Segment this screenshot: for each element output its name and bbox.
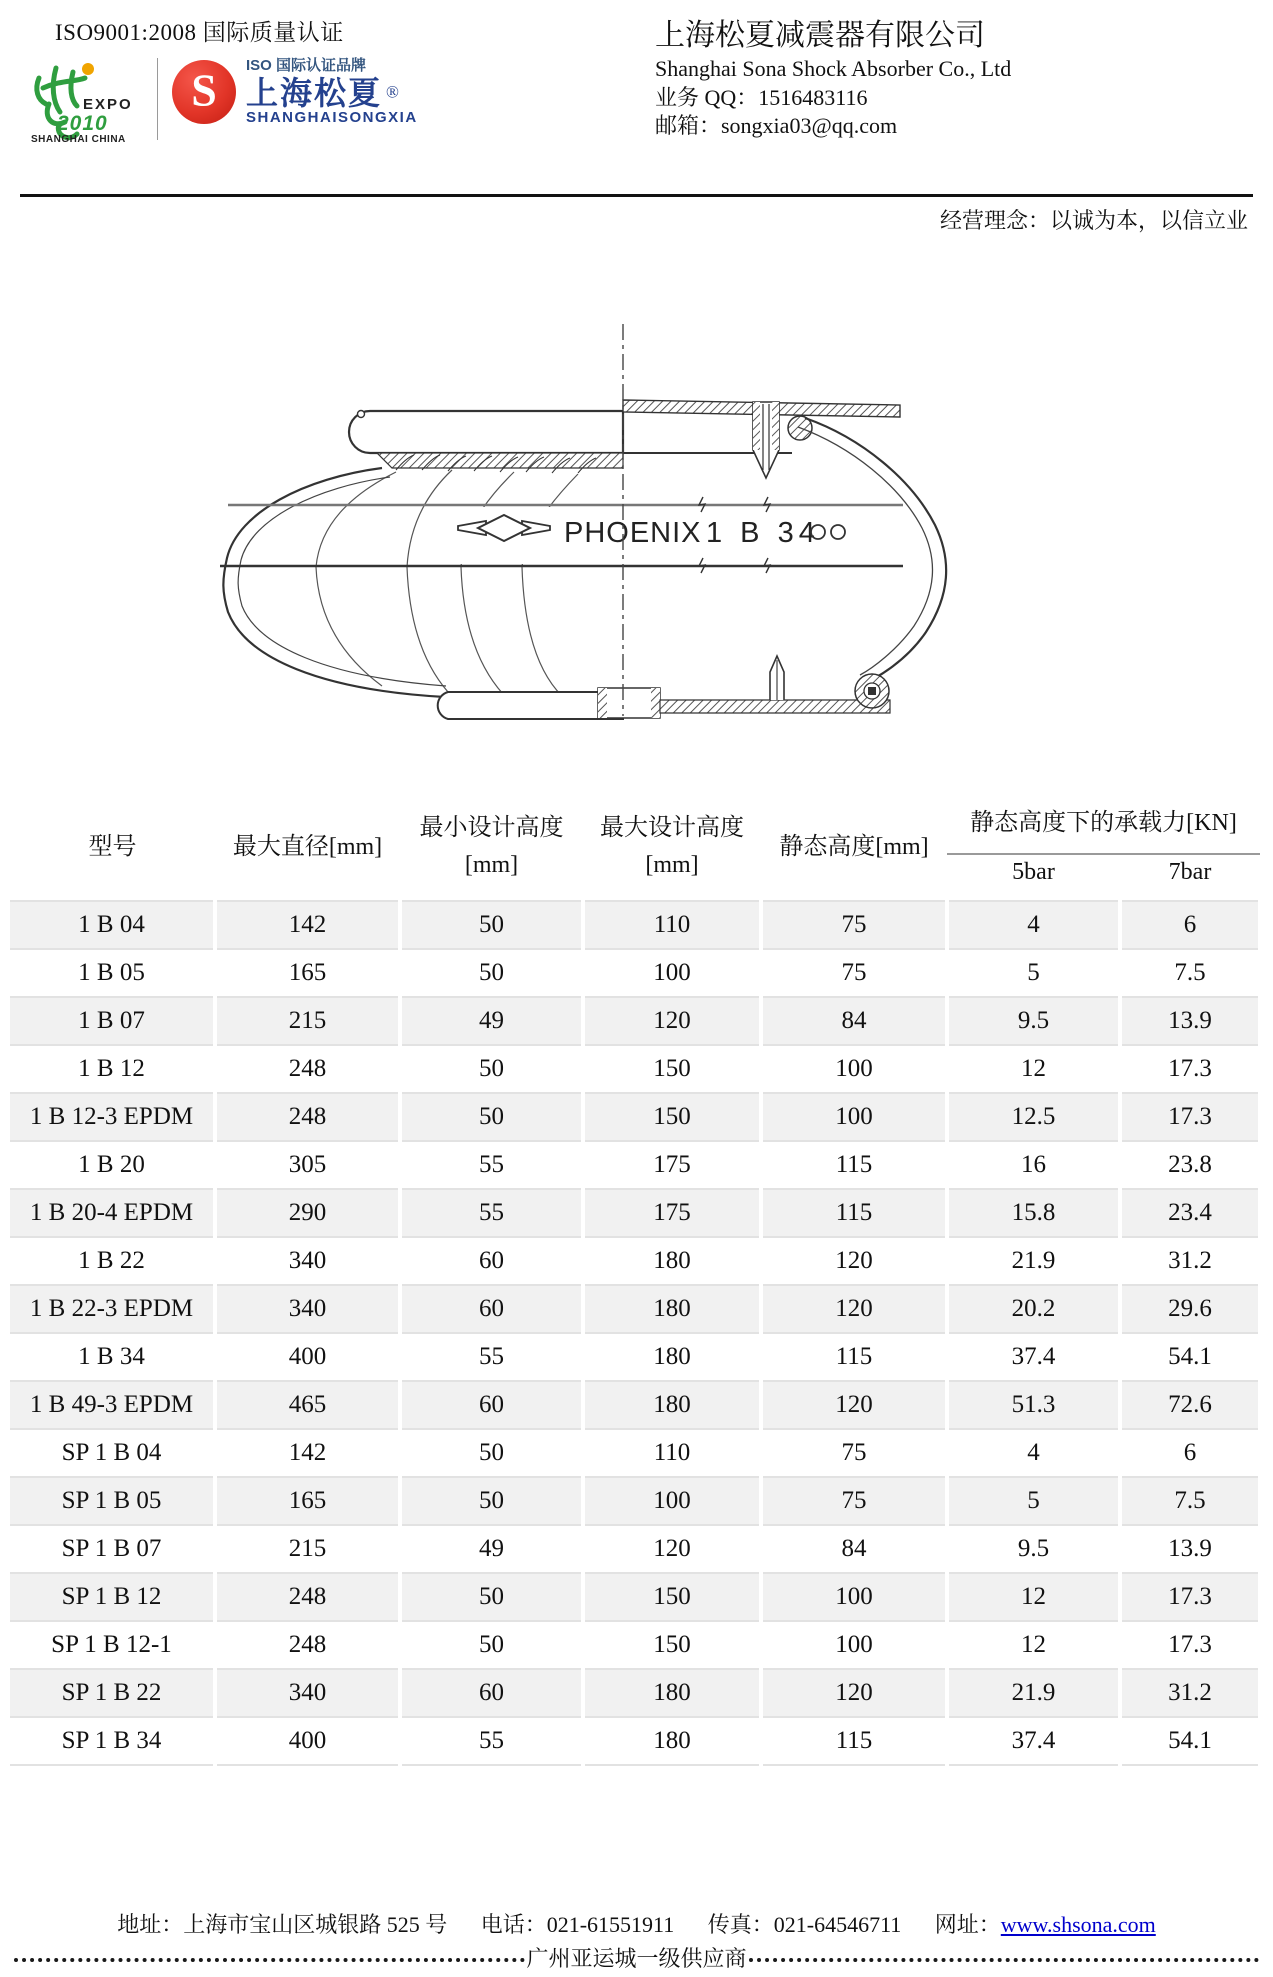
cell-model: 1 B 20 <box>10 1141 215 1189</box>
cell-max-design-height: 120 <box>583 1525 761 1573</box>
cell-static-height: 120 <box>761 1285 947 1333</box>
cell-static-height: 84 <box>761 997 947 1045</box>
table-row <box>10 949 1260 997</box>
cell-max-design-height: 150 <box>583 1573 761 1621</box>
cell-load-7bar: 13.9 <box>1120 997 1260 1045</box>
table-row <box>10 1429 1260 1477</box>
cell-load-7bar: 31.2 <box>1120 1669 1260 1717</box>
cell-max-diameter: 248 <box>215 1093 400 1141</box>
cell-model: SP 1 B 22 <box>10 1669 215 1717</box>
col-header-load-group: 静态高度下的承载力[KN] <box>947 786 1260 854</box>
col-header-max-diameter: 最大直径[mm] <box>232 833 383 860</box>
cell-max-diameter: 248 <box>215 1621 400 1669</box>
cell-min-design-height: 60 <box>400 1285 583 1333</box>
logo-row <box>25 56 418 148</box>
cell-static-height: 115 <box>761 1141 947 1189</box>
cell-max-design-height: 120 <box>583 997 761 1045</box>
table-row <box>10 1189 1260 1237</box>
min-height-line1: 最小设计高度 <box>419 815 564 841</box>
footer-address: 地址：上海市宝山区城银路 525 号 <box>117 1912 448 1937</box>
cell-model: 1 B 20-4 EPDM <box>10 1189 215 1237</box>
cell-max-diameter: 305 <box>215 1141 400 1189</box>
business-slogan: 经营理念：以诚为本，以信立业 <box>939 208 1248 233</box>
logo-divider <box>157 58 158 140</box>
cell-model: 1 B 05 <box>10 949 215 997</box>
cell-static-height: 100 <box>761 1045 947 1093</box>
cell-max-diameter: 142 <box>215 1429 400 1477</box>
cell-min-design-height: 50 <box>400 1573 583 1621</box>
cell-max-diameter: 142 <box>215 901 400 949</box>
header-divider-rule <box>20 194 1253 197</box>
cell-load-7bar: 54.1 <box>1120 1333 1260 1381</box>
cell-max-diameter: 465 <box>215 1381 400 1429</box>
dotted-line-right <box>749 1958 1260 1962</box>
footer-dotted-separator <box>14 1942 1259 1973</box>
cell-min-design-height: 50 <box>400 901 583 949</box>
cell-model: 1 B 22 <box>10 1237 215 1285</box>
cell-load-5bar: 4 <box>947 901 1120 949</box>
cell-load-5bar: 20.2 <box>947 1285 1120 1333</box>
cell-static-height: 115 <box>761 1717 947 1765</box>
supplier-note: 广州亚运城一级供应商 <box>526 1946 747 1971</box>
spec-table <box>10 786 1262 1766</box>
cell-max-design-height: 150 <box>583 1093 761 1141</box>
cell-min-design-height: 55 <box>400 1717 583 1765</box>
cell-max-design-height: 180 <box>583 1717 761 1765</box>
cell-static-height: 75 <box>761 901 947 949</box>
cell-load-5bar: 15.8 <box>947 1189 1120 1237</box>
cell-load-7bar: 29.6 <box>1120 1285 1260 1333</box>
cell-load-7bar: 13.9 <box>1120 1525 1260 1573</box>
cell-load-5bar: 12.5 <box>947 1093 1120 1141</box>
cell-max-diameter: 215 <box>215 997 400 1045</box>
cell-load-7bar: 7.5 <box>1120 949 1260 997</box>
col-header-max-design-height <box>583 786 761 901</box>
company-qq: 业务 QQ：1516483116 <box>655 84 868 110</box>
cell-model: 1 B 07 <box>10 997 215 1045</box>
table-row <box>10 1381 1260 1429</box>
cell-max-diameter: 340 <box>215 1237 400 1285</box>
cell-max-diameter: 248 <box>215 1573 400 1621</box>
cell-static-height: 75 <box>761 949 947 997</box>
cell-static-height: 100 <box>761 1621 947 1669</box>
cell-load-5bar: 37.4 <box>947 1333 1120 1381</box>
cell-model: 1 B 49-3 EPDM <box>10 1381 215 1429</box>
cell-load-7bar: 17.3 <box>1120 1093 1260 1141</box>
table-row <box>10 1573 1260 1621</box>
cell-static-height: 75 <box>761 1477 947 1525</box>
expo-year: 2010 <box>57 112 108 135</box>
cell-static-height: 100 <box>761 1573 947 1621</box>
table-row <box>10 1717 1260 1765</box>
cell-model: SP 1 B 12-1 <box>10 1621 215 1669</box>
cell-model: SP 1 B 05 <box>10 1477 215 1525</box>
songxia-ball-letter: S <box>191 64 217 116</box>
cell-max-design-height: 100 <box>583 949 761 997</box>
cell-max-design-height: 175 <box>583 1189 761 1237</box>
cell-load-7bar: 54.1 <box>1120 1717 1260 1765</box>
cell-load-5bar: 16 <box>947 1141 1120 1189</box>
cell-max-design-height: 150 <box>583 1045 761 1093</box>
cell-max-design-height: 110 <box>583 901 761 949</box>
table-row <box>10 1141 1260 1189</box>
cell-max-diameter: 340 <box>215 1285 400 1333</box>
cell-load-7bar: 7.5 <box>1120 1477 1260 1525</box>
cell-load-5bar: 51.3 <box>947 1381 1120 1429</box>
cell-min-design-height: 50 <box>400 1045 583 1093</box>
company-name-en: Shanghai Sona Shock Absorber Co., Ltd <box>655 56 1012 81</box>
cell-model: 1 B 12-3 EPDM <box>10 1093 215 1141</box>
cell-min-design-height: 60 <box>400 1381 583 1429</box>
cell-static-height: 120 <box>761 1381 947 1429</box>
cell-max-design-height: 180 <box>583 1381 761 1429</box>
iso-certification-text: ISO9001:2008 国际质量认证 <box>55 20 344 45</box>
table-row <box>10 901 1260 949</box>
table-row <box>10 1285 1260 1333</box>
footer-fax: 传真：021-64546711 <box>707 1912 902 1937</box>
cell-load-5bar: 9.5 <box>947 997 1120 1045</box>
cell-min-design-height: 60 <box>400 1669 583 1717</box>
cell-load-7bar: 6 <box>1120 1429 1260 1477</box>
table-row <box>10 1525 1260 1573</box>
col-header-min-design-height <box>400 786 583 901</box>
songxia-text-block <box>246 58 418 126</box>
cell-load-5bar: 5 <box>947 1477 1120 1525</box>
cell-load-5bar: 21.9 <box>947 1669 1120 1717</box>
col-header-static-height: 静态高度[mm] <box>779 833 929 860</box>
cell-min-design-height: 50 <box>400 1093 583 1141</box>
cell-static-height: 75 <box>761 1429 947 1477</box>
cell-max-diameter: 340 <box>215 1669 400 1717</box>
col-header-model: 型号 <box>88 833 137 860</box>
cell-load-7bar: 23.4 <box>1120 1189 1260 1237</box>
songxia-brand-logo <box>172 58 418 126</box>
cell-min-design-height: 55 <box>400 1141 583 1189</box>
min-height-line2: [mm] <box>464 852 519 878</box>
table-row <box>10 997 1260 1045</box>
cell-load-5bar: 21.9 <box>947 1237 1120 1285</box>
cell-load-7bar: 23.8 <box>1120 1141 1260 1189</box>
cell-model: 1 B 12 <box>10 1045 215 1093</box>
cell-static-height: 120 <box>761 1669 947 1717</box>
cell-max-diameter: 400 <box>215 1717 400 1765</box>
cell-load-7bar: 31.2 <box>1120 1237 1260 1285</box>
songxia-name-en: SHANGHAISONGXIA <box>246 109 418 127</box>
cell-static-height: 84 <box>761 1525 947 1573</box>
cell-load-7bar: 72.6 <box>1120 1381 1260 1429</box>
cell-load-5bar: 12 <box>947 1621 1120 1669</box>
air-spring-drawing-svg <box>200 318 990 722</box>
table-row <box>10 1237 1260 1285</box>
cell-load-5bar: 5 <box>947 949 1120 997</box>
footer-phone: 电话：021-61551911 <box>480 1912 675 1937</box>
cell-max-design-height: 110 <box>583 1429 761 1477</box>
cell-model: SP 1 B 12 <box>10 1573 215 1621</box>
company-email: 邮箱：songxia03@qq.com <box>655 113 898 139</box>
cell-min-design-height: 50 <box>400 1477 583 1525</box>
cell-min-design-height: 50 <box>400 1621 583 1669</box>
cell-static-height: 115 <box>761 1333 947 1381</box>
expo-city: SHANGHAI CHINA <box>31 134 126 145</box>
cell-load-7bar: 17.3 <box>1120 1573 1260 1621</box>
songxia-iso-line: ISO 国际认证品牌 <box>246 57 367 74</box>
footer-contact-line <box>0 1908 1273 1939</box>
air-spring-technical-drawing <box>200 318 990 722</box>
cell-max-design-height: 100 <box>583 1477 761 1525</box>
table-row <box>10 1477 1260 1525</box>
cell-model: SP 1 B 04 <box>10 1429 215 1477</box>
footer-web <box>935 1912 1156 1937</box>
cell-model: 1 B 22-3 EPDM <box>10 1285 215 1333</box>
cell-max-design-height: 150 <box>583 1621 761 1669</box>
cell-min-design-height: 49 <box>400 1525 583 1573</box>
cell-min-design-height: 49 <box>400 997 583 1045</box>
songxia-ball-icon <box>172 60 236 124</box>
cell-model: 1 B 34 <box>10 1333 215 1381</box>
cell-model: SP 1 B 34 <box>10 1717 215 1765</box>
cell-static-height: 100 <box>761 1093 947 1141</box>
cell-load-5bar: 37.4 <box>947 1717 1120 1765</box>
cell-max-diameter: 290 <box>215 1189 400 1237</box>
col-header-5bar: 5bar <box>1012 859 1055 885</box>
table-row <box>10 1093 1260 1141</box>
cell-load-7bar: 17.3 <box>1120 1045 1260 1093</box>
dotted-line-left <box>14 1958 525 1962</box>
expo-word: EXPO <box>83 96 133 113</box>
table-row <box>10 1621 1260 1669</box>
cell-min-design-height: 60 <box>400 1237 583 1285</box>
max-height-line1: 最大设计高度 <box>600 815 744 841</box>
cell-max-design-height: 180 <box>583 1285 761 1333</box>
company-info-block <box>655 16 1011 141</box>
cell-load-5bar: 12 <box>947 1045 1120 1093</box>
cell-max-diameter: 215 <box>215 1525 400 1573</box>
cell-min-design-height: 50 <box>400 949 583 997</box>
cell-static-height: 115 <box>761 1189 947 1237</box>
cell-load-5bar: 4 <box>947 1429 1120 1477</box>
cell-max-diameter: 400 <box>215 1333 400 1381</box>
cell-model: SP 1 B 07 <box>10 1525 215 1573</box>
spec-table-body <box>10 901 1260 1765</box>
cell-min-design-height: 55 <box>400 1333 583 1381</box>
spec-table-header <box>10 786 1260 901</box>
expo-2010-logo <box>25 56 147 146</box>
songxia-name-cn: 上海松夏 <box>246 74 383 111</box>
cell-max-design-height: 180 <box>583 1333 761 1381</box>
cell-max-diameter: 165 <box>215 949 400 997</box>
max-height-line2: [mm] <box>645 852 699 878</box>
company-name-cn: 上海松夏减震器有限公司 <box>655 19 985 52</box>
table-row <box>10 1333 1260 1381</box>
cell-max-diameter: 248 <box>215 1045 400 1093</box>
cell-max-design-height: 175 <box>583 1141 761 1189</box>
cell-static-height: 120 <box>761 1237 947 1285</box>
drawing-model-label: 1 B 34 <box>706 517 820 549</box>
footer-web-label: 网址： <box>934 1912 1001 1937</box>
cell-max-diameter: 165 <box>215 1477 400 1525</box>
cell-model: 1 B 04 <box>10 901 215 949</box>
registered-mark: ® <box>386 82 399 102</box>
cell-min-design-height: 55 <box>400 1189 583 1237</box>
website-link[interactable]: www.shsona.com <box>1000 1912 1156 1937</box>
cell-load-5bar: 12 <box>947 1573 1120 1621</box>
cell-max-design-height: 180 <box>583 1669 761 1717</box>
table-row <box>10 1045 1260 1093</box>
cell-load-7bar: 6 <box>1120 901 1260 949</box>
cell-max-design-height: 180 <box>583 1237 761 1285</box>
drawing-brand-label: PHOENIX <box>564 517 702 549</box>
table-row <box>10 1669 1260 1717</box>
cell-load-5bar: 9.5 <box>947 1525 1120 1573</box>
cell-min-design-height: 50 <box>400 1429 583 1477</box>
col-header-7bar: 7bar <box>1168 859 1212 885</box>
cell-load-7bar: 17.3 <box>1120 1621 1260 1669</box>
